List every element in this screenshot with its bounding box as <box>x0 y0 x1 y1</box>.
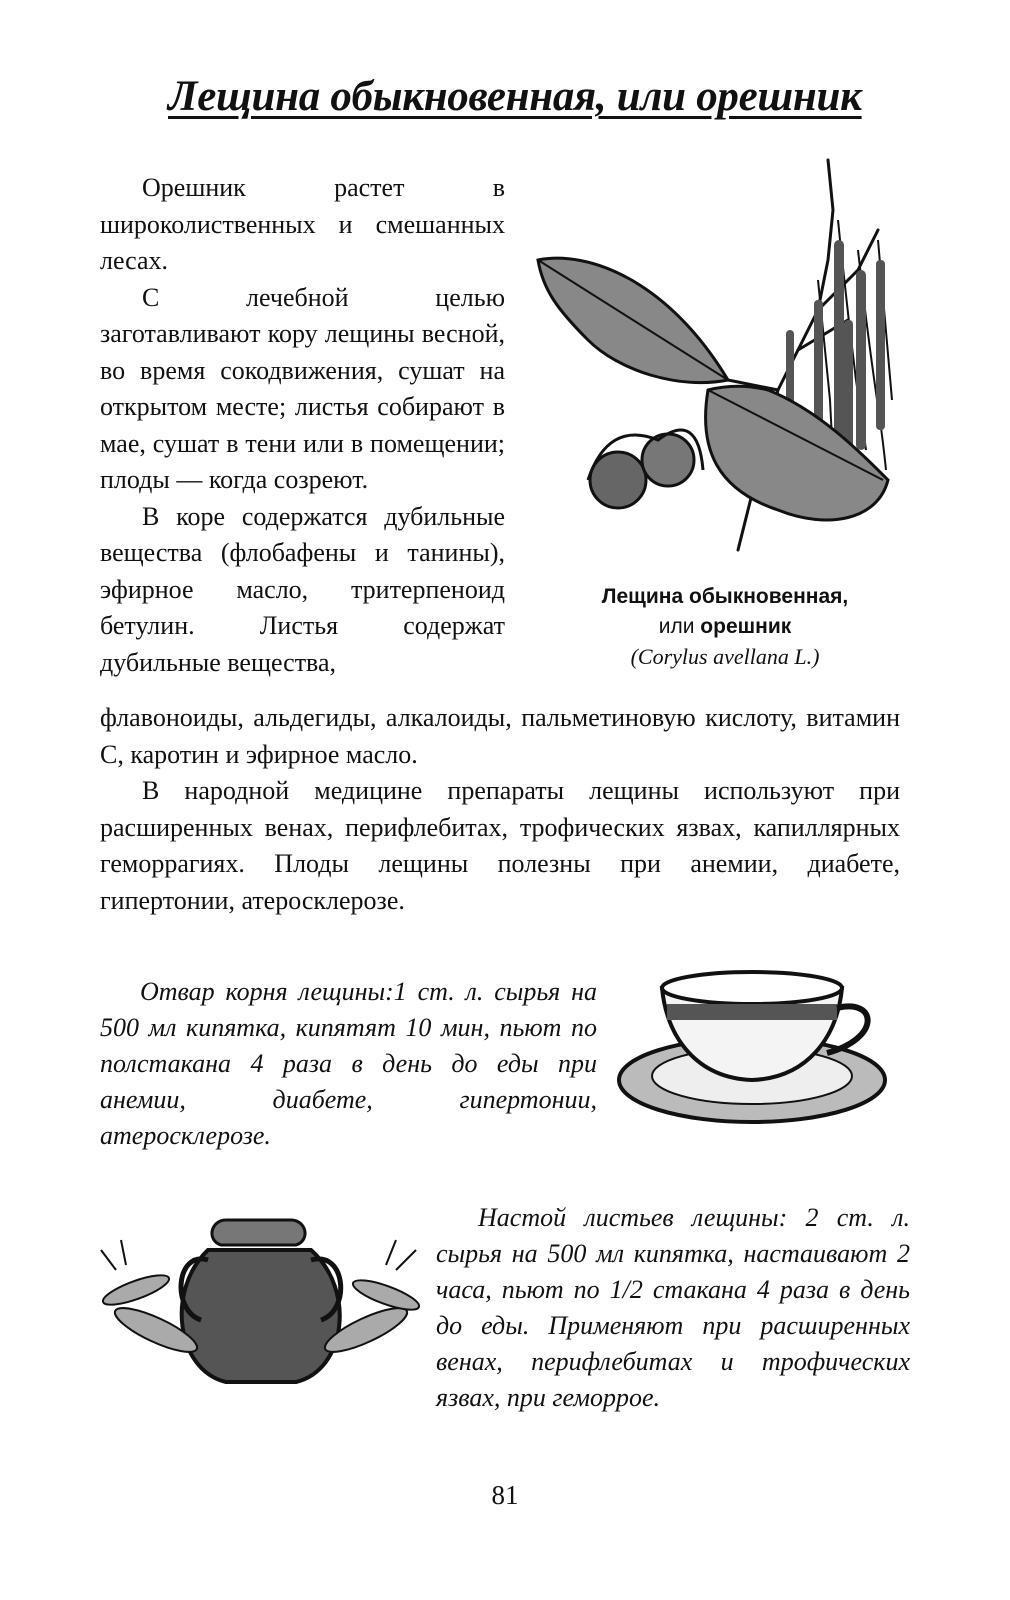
page-title: Лещина обыкновенная, или орешник <box>168 73 862 120</box>
recipe-decoction <box>100 974 597 1154</box>
hazel-branch-illustration <box>528 150 928 560</box>
recipe-infusion-text-1: Настой листьев лещины: 2 ст. л. сырья на 500 мл кипятка, настаивают 2 часа, пьют по <box>436 1203 910 1304</box>
caption-prefix: или <box>658 615 701 638</box>
caption-line-1: Лещина обыкновенная, <box>601 585 849 608</box>
paragraph-composition: В коре содержатся дубильные вещества (флобафены и танины), эфирное масло, тритерпеноид бетулин. Листья содержат дубильные вещества, <box>100 501 505 677</box>
recipe-infusion <box>436 1200 910 1416</box>
recipe-infusion-text-2: стакана 4 раза в день до еды. Применяют при расширенных венах, перифлебитах и трофических язвах, при геморрое. <box>436 1275 910 1412</box>
recipe-infusion-fraction: 1/2 <box>609 1275 643 1304</box>
illustration-caption <box>540 582 910 672</box>
page-number: 81 <box>491 1480 519 1510</box>
caption-line-2 <box>540 612 910 642</box>
caption-common-name: орешник <box>700 615 792 638</box>
paragraph-habitat: Орешник растет в широколиственных и смешанных лесах. <box>100 173 505 275</box>
caption-latin-name: (Corylus avellana L.) <box>630 644 820 669</box>
recipe-decoction-text: Отвар корня лещины:1 ст. л. сырья на 500 мл кипятка, кипятят 10 мин, пьют по полстакана 4 раза в день до еды при анемии, диабете, гипертонии, атеросклерозе. <box>100 977 597 1150</box>
intro-column <box>100 170 505 681</box>
paragraph-harvesting: С лечебной целью заготавливают кору лещины весной, во время сокодвижения, сушат на открытом месте; листья собирают в мае, сушат в тени или в помещении; плоды — когда созреют. <box>100 282 505 494</box>
full-width-text <box>100 700 900 919</box>
paragraph-composition-continued: флавоноиды, альдегиды, алкалоиды, пальметиновую кислоту, витамин С, каротин и эфирное масло. <box>100 703 900 769</box>
paragraph-folk-medicine: В народной медицине препараты лещины используют при расширенных венах, перифлебитах, трофических язвах, капиллярных геморрагиях. Плоды лещины полезны при анемии, диабете, гипертонии, атеросклерозе. <box>100 776 900 915</box>
jug-with-roots-illustration <box>96 1210 426 1390</box>
teacup-illustration <box>612 968 902 1136</box>
